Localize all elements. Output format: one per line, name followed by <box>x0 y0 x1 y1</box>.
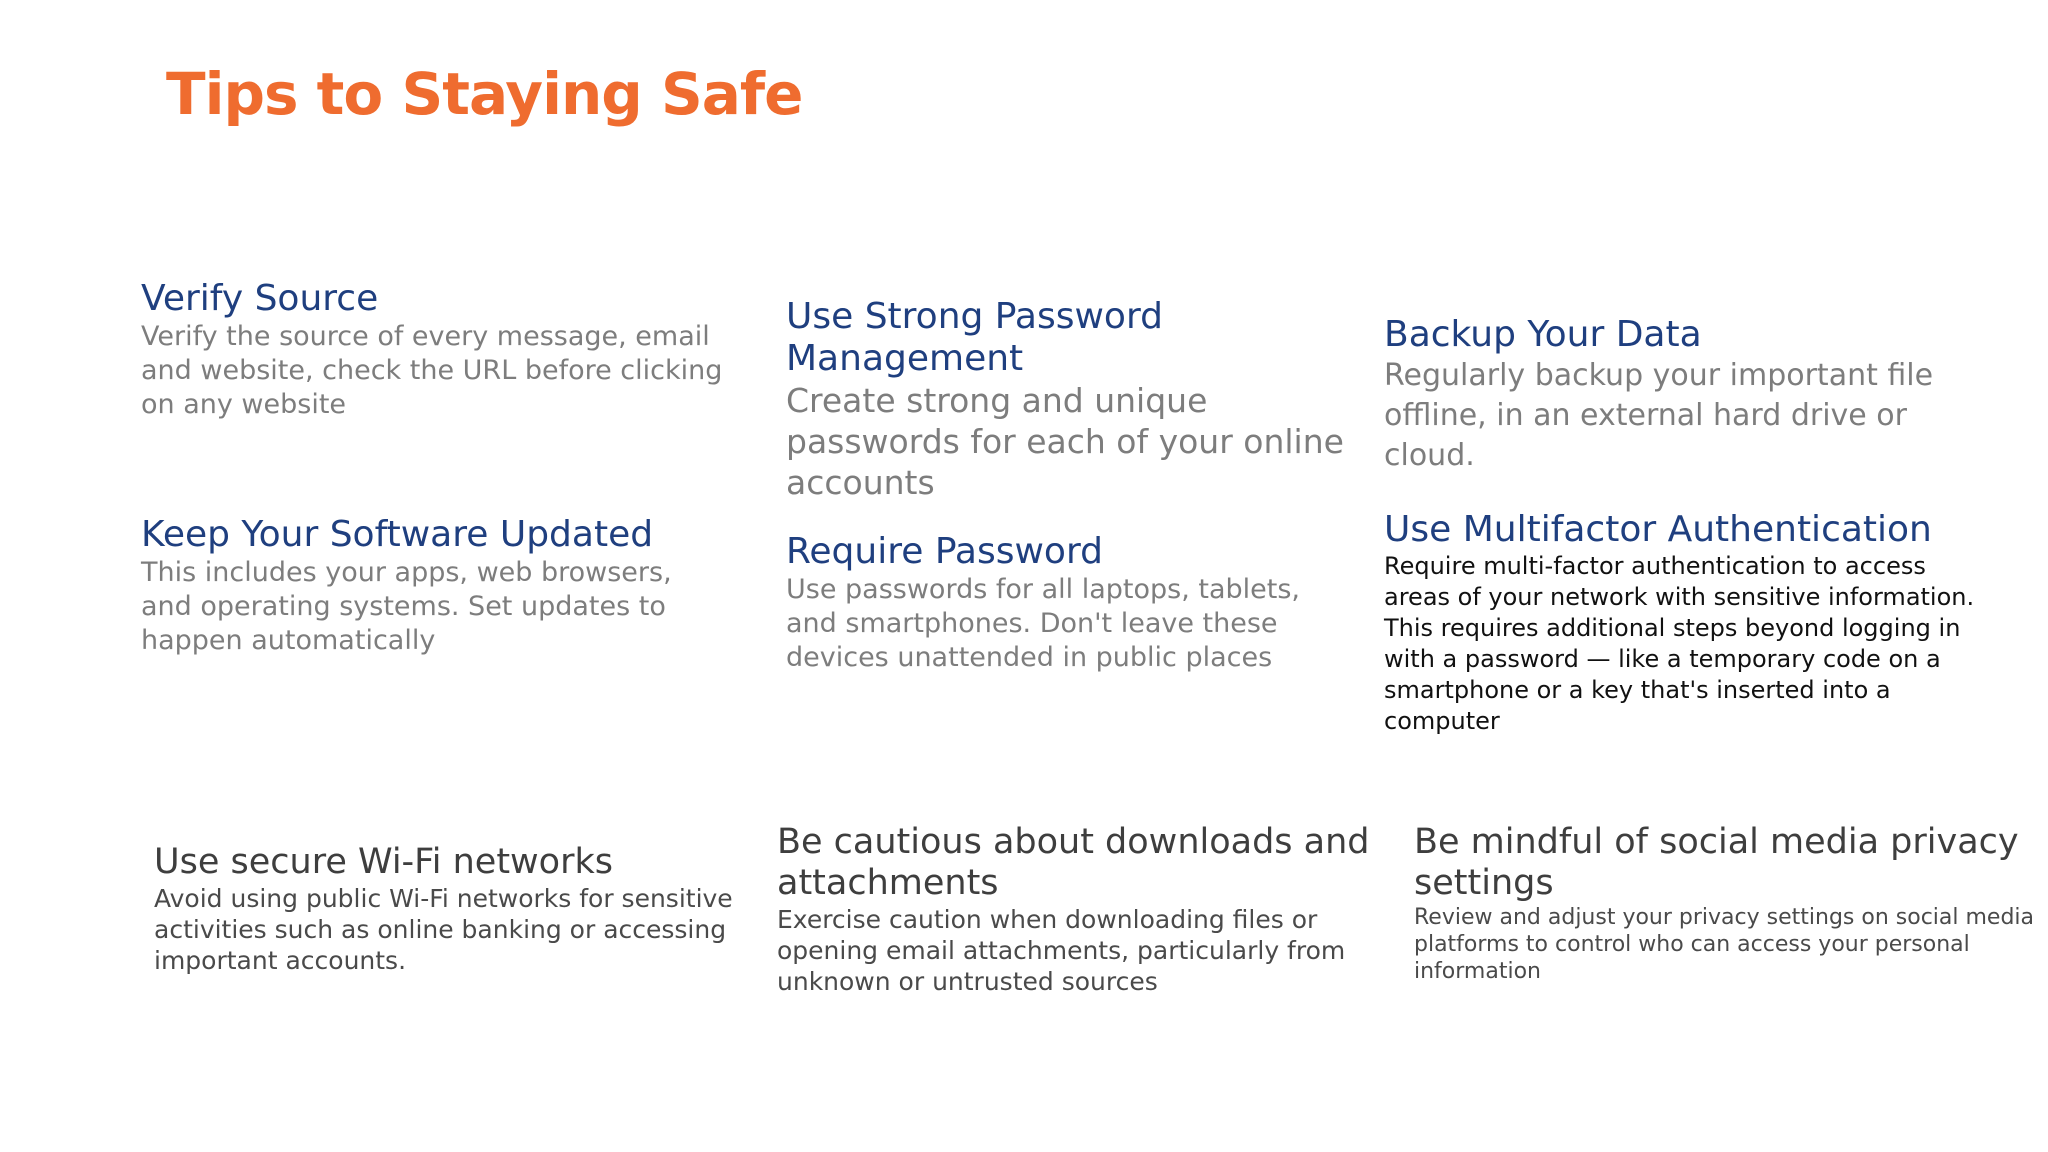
tip-body: Review and adjust your privacy settings on social media platforms to control who can access your personal information <box>1414 905 2035 984</box>
tip-secure-wifi <box>154 842 754 976</box>
tip-body: Require multi-factor authentication to access areas of your network with sensitive information. This requires additional steps beyond logging in with a password — like a temporary code on a smartphone or a key that's inserted into a computer <box>1384 552 1975 735</box>
tip-require-password <box>786 531 1346 675</box>
tip-heading: Keep Your Software Updated <box>141 514 654 555</box>
tip-body: This includes your apps, web browsers, and operating systems. Set updates to happen automatically <box>141 557 672 656</box>
tip-body: Regularly backup your important file offline, in an external hard drive or cloud. <box>1384 358 1934 473</box>
tip-heading: Be mindful of social media privacy settings <box>1414 822 2019 903</box>
tip-body: Verify the source of every message, email and website, check the URL before clicking on any website <box>141 321 723 420</box>
tip-body: Avoid using public Wi-Fi networks for sensitive activities such as online banking or accessing important accounts. <box>154 884 733 975</box>
tip-body: Exercise caution when downloading files or opening email attachments, particularly from unknown or untrusted sources <box>777 905 1346 996</box>
tip-strong-password <box>786 296 1346 503</box>
tip-verify-source <box>141 278 741 422</box>
page-title: Tips to Staying Safe <box>166 60 803 128</box>
tip-heading: Require Password <box>786 531 1103 572</box>
tip-body: Use passwords for all laptops, tablets, and smartphones. Don't leave these devices unattended in public places <box>786 574 1300 673</box>
tip-body: Create strong and unique passwords for each of your online accounts <box>786 381 1344 502</box>
tip-heading: Be cautious about downloads and attachments <box>777 822 1370 903</box>
tip-heading: Use secure Wi-Fi networks <box>154 842 613 882</box>
tip-heading: Verify Source <box>141 278 379 319</box>
tip-heading: Use Strong Password Management <box>786 296 1163 379</box>
tip-software-updated <box>141 514 701 658</box>
tip-heading: Use Multifactor Authentication <box>1384 509 1932 550</box>
tip-heading: Backup Your Data <box>1384 314 1702 355</box>
tip-multifactor-authentication <box>1384 509 1984 737</box>
tip-social-media-privacy <box>1414 822 2034 985</box>
tip-backup-data <box>1384 314 1984 476</box>
tip-downloads-attachments <box>777 822 1417 997</box>
